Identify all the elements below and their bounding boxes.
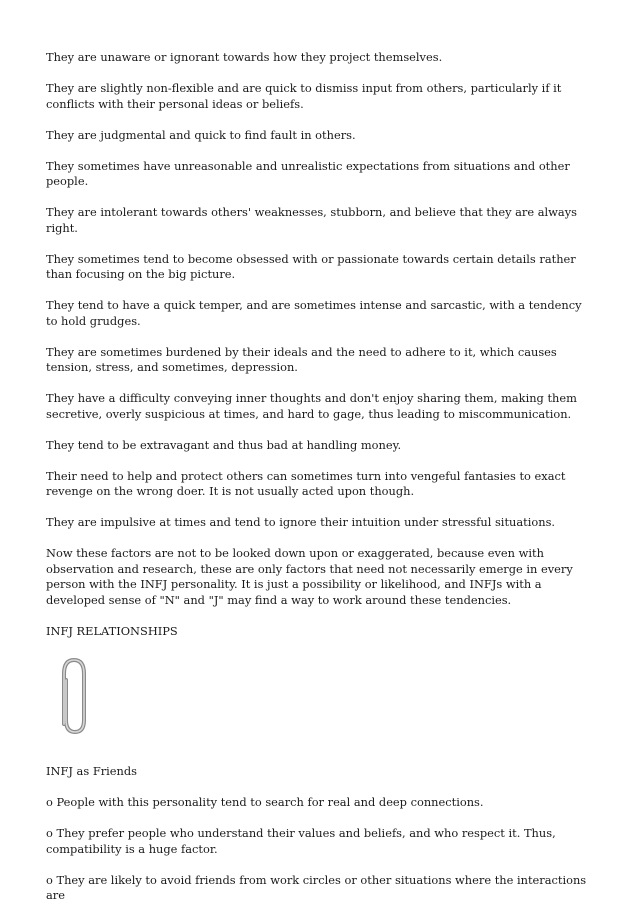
weakness-paragraph-9: They have a difficulty conveying inner thoughts and don't enjoy sharing them, making them secretive, overly suspicious at times, and hard to gage, thus leading to miscommunication. bbox=[46, 391, 577, 421]
weakness-paragraph-1: They are unaware or ignorant towards how they project themselves. bbox=[46, 50, 443, 64]
paperclip-icon bbox=[54, 654, 94, 738]
friends-subheading: INFJ as Friends bbox=[46, 764, 138, 778]
weakness-paragraph-6: They sometimes tend to become obsessed with or passionate towards certain details rather than focusing on the big picture. bbox=[46, 251, 576, 281]
weakness-paragraph-12: They are impulsive at times and tend to ignore their intuition under stressful situations. bbox=[46, 515, 556, 529]
friends-bullet-1: o People with this personality tend to search for real and deep connections. bbox=[46, 795, 484, 809]
document-body bbox=[46, 50, 594, 919]
weakness-paragraph-11: Their need to help and protect others can sometimes turn into vengeful fantasies to exact revenge on the wrong doer. It is not usually acted upon though. bbox=[46, 468, 566, 498]
section-heading: INFJ RELATIONSHIPS bbox=[46, 623, 178, 638]
weakness-paragraph-3: They are judgmental and quick to find fault in others. bbox=[46, 127, 356, 142]
weakness-paragraph-7: They tend to have a quick temper, and are sometimes intense and sarcastic, with a tendency to hold grudges. bbox=[46, 298, 582, 328]
summary-paragraph: Now these factors are not to be looked down upon or exaggerated, because even with observation and research, these are only factors that need not necessarily emerge in every person with the INFJ personality. It is just a possibility or likelihood, and INFJs with a developed sense of "N" and "J" may find a way to work around these tendencies. bbox=[46, 546, 573, 607]
weakness-paragraph-10: They tend to be extravagant and thus bad at handling money. bbox=[46, 437, 402, 452]
weakness-paragraph-2: They are slightly non-flexible and are quick to dismiss input from others, particularly if it conflicts with their personal ideas or beliefs. bbox=[46, 81, 562, 111]
weakness-paragraph-8: They are sometimes burdened by their ideals and the need to adhere to it, which causes tension, stress, and sometimes, depression. bbox=[46, 344, 557, 374]
weakness-paragraph-4: They sometimes have unreasonable and unrealistic expectations from situations and other people. bbox=[46, 158, 570, 188]
weakness-paragraph-5: They are intolerant towards others' weaknesses, stubborn, and believe that they are always right. bbox=[46, 205, 577, 235]
friends-bullet-3: o They are likely to avoid friends from work circles or other situations where the interactions are bbox=[46, 872, 587, 902]
paperclip-image bbox=[54, 654, 94, 738]
friends-bullet-2: o They prefer people who understand their values and beliefs, and who respect it. Thus, compatibility is a huge factor. bbox=[46, 826, 556, 856]
